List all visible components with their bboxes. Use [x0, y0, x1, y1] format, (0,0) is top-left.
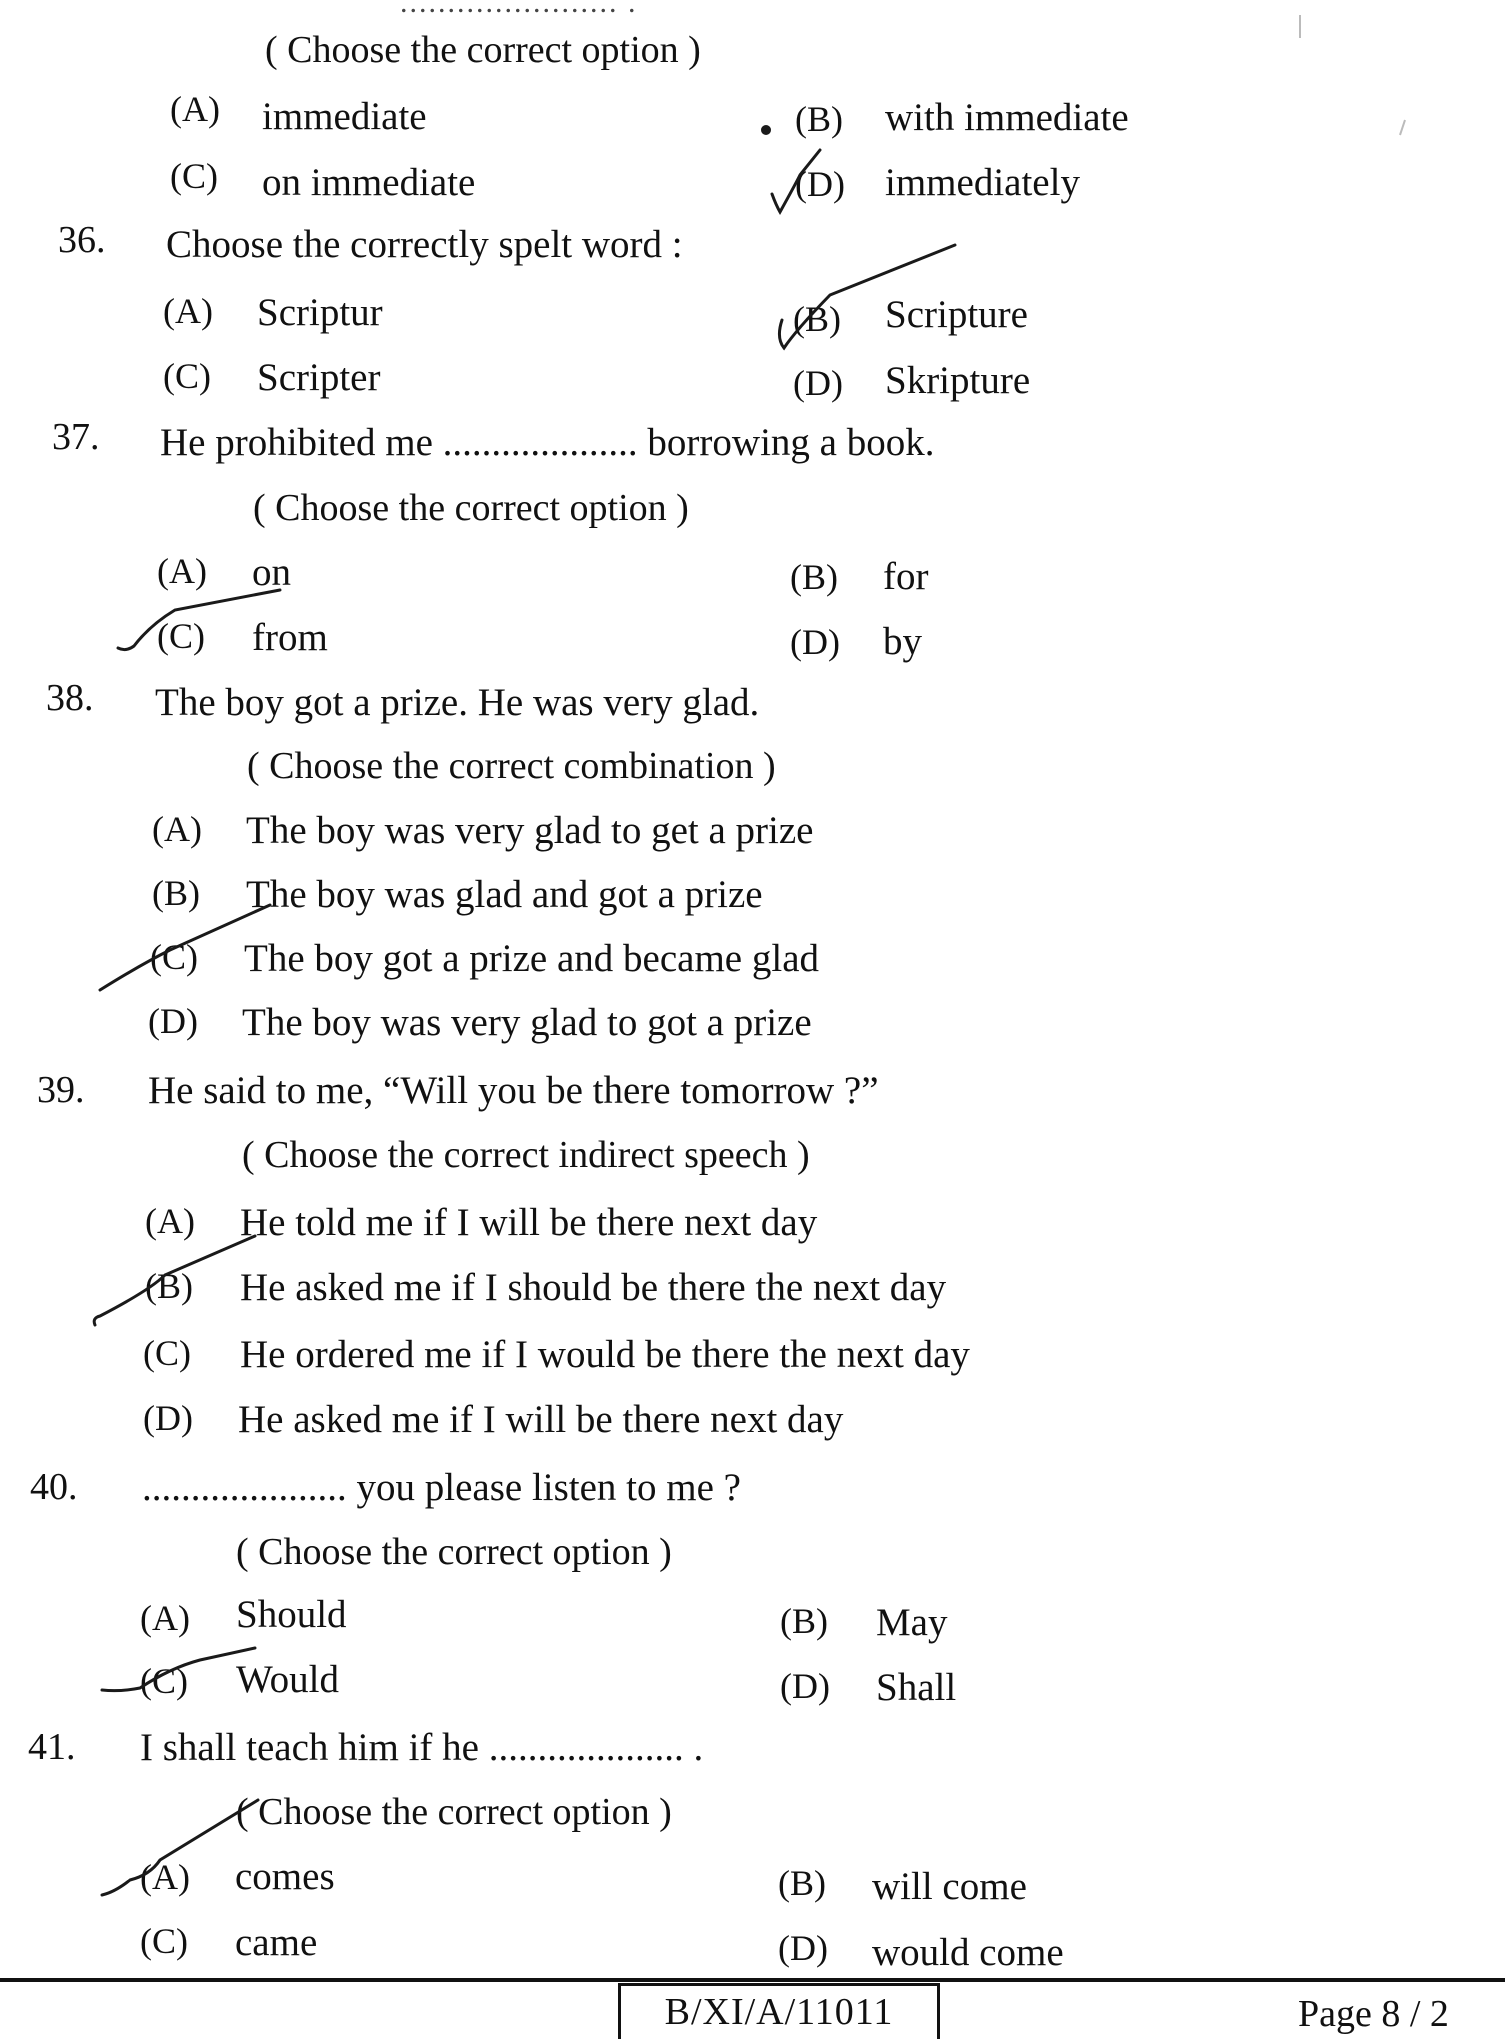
q37-text: He prohibited me .................... borrowing a book.	[160, 421, 935, 464]
q39-option-b-text: He asked me if I should be there the next day	[240, 1266, 947, 1309]
q39-option-a-text: He told me if I will be there next day	[240, 1201, 818, 1244]
q40-option-b-letter: (B)	[780, 1601, 828, 1641]
q41-instruction: ( Choose the correct option )	[236, 1791, 672, 1833]
previous-question-fragment: ....................... .	[400, 0, 638, 19]
q40-text: ..................... you please listen to me ?	[142, 1466, 741, 1509]
q41-option-c-text: came	[235, 1921, 318, 1964]
q39-option-d-letter: (D)	[143, 1398, 193, 1438]
q38-option-c-letter: (C)	[150, 937, 198, 977]
q37-option-b-letter: (B)	[790, 557, 838, 597]
q40-option-d-letter: (D)	[780, 1666, 830, 1706]
page-number: Page 8 / 2	[1298, 1993, 1449, 2035]
footer-divider	[0, 1978, 1505, 1982]
q35-option-c-text: on immediate	[262, 161, 476, 204]
q40-option-a-letter: (A)	[140, 1598, 190, 1638]
q39-option-c-text: He ordered me if I would be there the next day	[240, 1333, 970, 1376]
q40-option-c-text: Would	[236, 1658, 340, 1701]
q36-option-c-text: Scripter	[257, 356, 381, 399]
q36-option-d-text: Skripture	[885, 359, 1031, 402]
q38-option-a-text: The boy was very glad to get a prize	[246, 809, 814, 852]
q40-option-a-text: Should	[236, 1593, 347, 1636]
q38-text: The boy got a prize. He was very glad.	[155, 681, 760, 724]
q36-option-a-text: Scriptur	[257, 291, 383, 334]
q38-instruction: ( Choose the correct combination )	[247, 745, 776, 787]
q40-option-c-letter: (C)	[140, 1661, 188, 1701]
q40-option-b-text: May	[876, 1601, 948, 1644]
q41-option-a-letter: (A)	[140, 1857, 190, 1897]
q37-option-d-text: by	[883, 620, 922, 663]
q37-option-b-text: for	[883, 555, 929, 598]
q38-option-d-text: The boy was very glad to got a prize	[242, 1001, 812, 1044]
q39-option-a-letter: (A)	[145, 1201, 195, 1241]
paper-code: B/XI/A/11011	[618, 1983, 940, 2039]
q41-option-c-letter: (C)	[140, 1921, 188, 1961]
q38-option-b-text: The boy was glad and got a prize	[246, 873, 763, 916]
q39-option-d-text: He asked me if I will be there next day	[238, 1398, 844, 1441]
q36-option-a-letter: (A)	[163, 291, 213, 331]
q35-instruction: ( Choose the correct option )	[265, 29, 701, 71]
q37-option-a-letter: (A)	[157, 551, 207, 591]
q36-option-b-text: Scripture	[885, 293, 1028, 336]
q35-option-b-letter: (B)	[795, 99, 843, 139]
q41-option-b-text: will come	[872, 1865, 1027, 1908]
q36-text: Choose the correctly spelt word :	[166, 223, 683, 266]
q37-option-c-letter: (C)	[157, 616, 205, 656]
q41-number: 41.	[28, 1726, 76, 1768]
dot-icon	[761, 125, 771, 135]
q38-option-c-text: The boy got a prize and became glad	[244, 937, 820, 980]
q41-text: I shall teach him if he .................... .	[140, 1726, 704, 1769]
q35-option-a-text: immediate	[262, 95, 427, 138]
q35-option-b-text: with immediate	[885, 96, 1129, 139]
q36-option-d-letter: (D)	[793, 363, 843, 403]
q37-option-c-text: from	[252, 616, 328, 659]
q37-option-a-text: on	[252, 551, 291, 594]
q35-option-d-letter: (D)	[795, 164, 845, 204]
q38-number: 38.	[46, 677, 94, 719]
q38-option-d-letter: (D)	[148, 1001, 198, 1041]
q39-instruction: ( Choose the correct indirect speech )	[242, 1134, 810, 1176]
q41-option-b-letter: (B)	[778, 1863, 826, 1903]
q39-number: 39.	[37, 1069, 85, 1111]
q37-option-d-letter: (D)	[790, 622, 840, 662]
q39-option-c-letter: (C)	[143, 1333, 191, 1373]
q36-option-b-letter: (B)	[793, 299, 841, 339]
q41-option-d-text: would come	[872, 1931, 1064, 1974]
q41-option-d-letter: (D)	[778, 1928, 828, 1968]
q40-option-d-text: Shall	[876, 1666, 957, 1709]
q38-option-b-letter: (B)	[152, 873, 200, 913]
q35-option-a-letter: (A)	[170, 89, 220, 129]
q35-option-d-text: immediately	[885, 161, 1080, 204]
q38-option-a-letter: (A)	[152, 809, 202, 849]
q37-instruction: ( Choose the correct option )	[253, 487, 689, 529]
q41-option-a-text: comes	[235, 1855, 335, 1898]
q36-option-c-letter: (C)	[163, 356, 211, 396]
q37-number: 37.	[52, 416, 100, 458]
q35-option-c-letter: (C)	[170, 156, 218, 196]
q40-number: 40.	[30, 1466, 78, 1508]
q39-option-b-letter: (B)	[145, 1266, 193, 1306]
q39-text: He said to me, “Will you be there tomorrow ?”	[148, 1069, 879, 1112]
q36-number: 36.	[58, 219, 106, 261]
q40-instruction: ( Choose the correct option )	[236, 1531, 672, 1573]
